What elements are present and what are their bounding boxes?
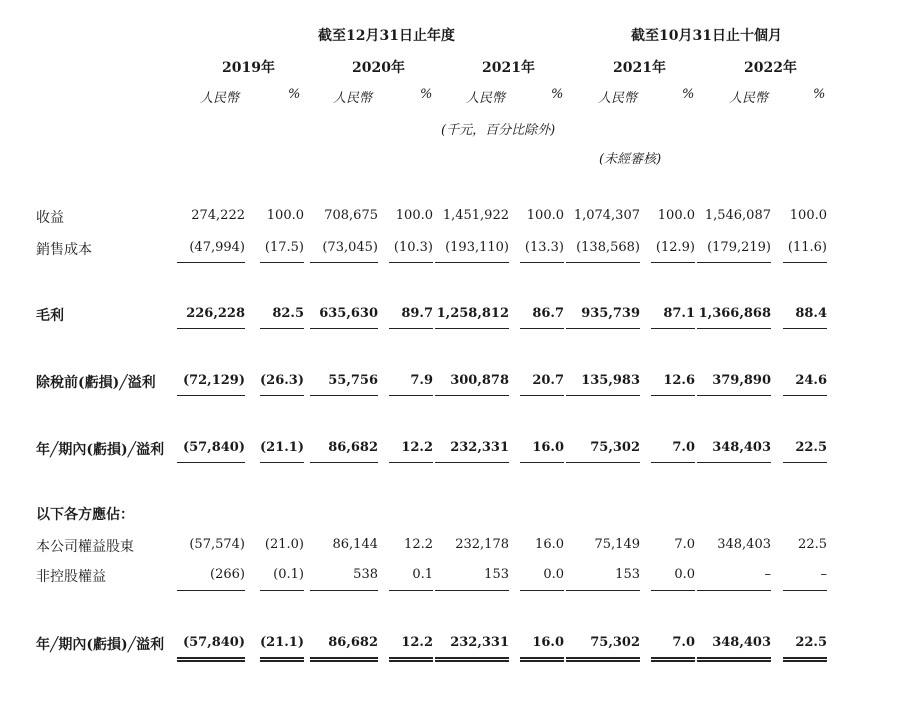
single-underline: [566, 590, 640, 591]
table-cell: (10.3): [393, 240, 433, 255]
table-cell: 708,675: [324, 208, 378, 223]
table-cell: 348,403: [712, 635, 771, 650]
single-underline: [697, 262, 771, 263]
table-cell: 86,682: [328, 440, 378, 455]
table-cell: (0.1): [273, 567, 304, 582]
table-cell: 24.6: [795, 373, 827, 388]
table-cell: 55,756: [328, 373, 378, 388]
currency-header: 人民幣: [200, 91, 240, 106]
single-underline: [177, 395, 245, 396]
table-cell: (21.1): [260, 440, 304, 455]
table-cell: 348,403: [712, 440, 771, 455]
table-cell: 86.7: [532, 306, 564, 321]
single-underline: [260, 590, 304, 591]
single-underline: [389, 262, 433, 263]
double-underline: [783, 657, 827, 662]
single-underline: [697, 590, 771, 591]
table-cell: 379,890: [712, 373, 771, 388]
table-cell: 22.5: [795, 635, 827, 650]
table-cell: (11.6): [787, 240, 827, 255]
table-cell: 100.0: [395, 208, 433, 223]
table-cell: 86,144: [332, 537, 378, 552]
single-underline: [310, 395, 378, 396]
table-cell: 232,331: [450, 440, 509, 455]
table-cell: (21.1): [260, 635, 304, 650]
group-header-ten-months: 截至10月31日止十個月: [631, 28, 782, 44]
single-underline: [520, 462, 564, 463]
table-cell: 226,228: [186, 306, 245, 321]
table-cell: 0.0: [674, 567, 695, 582]
single-underline: [520, 328, 564, 329]
table-cell: –: [764, 567, 771, 582]
unaudited-note: (未經審核): [599, 152, 662, 167]
table-cell: 12.2: [404, 537, 433, 552]
double-underline: [651, 657, 695, 662]
double-underline: [697, 657, 771, 662]
single-underline: [177, 590, 245, 591]
table-cell: (73,045): [322, 240, 378, 255]
single-underline: [435, 328, 509, 329]
table-cell: –: [820, 567, 827, 582]
table-cell: 16.0: [532, 635, 564, 650]
year-header-2021-ten-months: 2021年: [613, 60, 666, 76]
table-cell: (57,574): [189, 537, 245, 552]
year-header-2022-ten-months: 2022年: [744, 60, 797, 76]
single-underline: [520, 590, 564, 591]
single-underline: [783, 328, 827, 329]
single-underline: [651, 328, 695, 329]
table-cell: 100.0: [266, 208, 304, 223]
single-underline: [783, 590, 827, 591]
table-cell: (179,219): [707, 240, 771, 255]
percent-header: %: [420, 87, 433, 102]
table-cell: 16.0: [535, 537, 564, 552]
table-cell: (21.0): [264, 537, 304, 552]
table-cell: 7.9: [410, 373, 433, 388]
row-label-equity-shareholders: 本公司權益股東: [36, 539, 134, 555]
table-cell: 20.7: [532, 373, 564, 388]
single-underline: [389, 395, 433, 396]
year-header-2021: 2021年: [482, 60, 535, 76]
table-cell: 153: [484, 567, 509, 582]
currency-header: 人民幣: [466, 91, 506, 106]
table-cell: 22.5: [795, 440, 827, 455]
single-underline: [435, 590, 509, 591]
single-underline: [177, 262, 245, 263]
single-underline: [260, 328, 304, 329]
percent-header: %: [682, 87, 695, 102]
table-cell: 274,222: [191, 208, 245, 223]
single-underline: [783, 262, 827, 263]
table-cell: 1,451,922: [442, 208, 509, 223]
table-cell: 1,546,087: [704, 208, 771, 223]
table-cell: 100.0: [657, 208, 695, 223]
table-cell: 12.2: [401, 440, 433, 455]
single-underline: [697, 462, 771, 463]
table-cell: 232,178: [455, 537, 509, 552]
table-cell: 135,983: [581, 373, 640, 388]
single-underline: [783, 395, 827, 396]
single-underline: [566, 262, 640, 263]
single-underline: [520, 395, 564, 396]
table-cell: (138,568): [576, 240, 640, 255]
table-cell: (13.3): [524, 240, 564, 255]
double-underline: [566, 657, 640, 662]
row-label-non-controlling-interests: 非控股權益: [36, 569, 106, 585]
single-underline: [783, 462, 827, 463]
single-underline: [435, 395, 509, 396]
single-underline: [310, 328, 378, 329]
single-underline: [260, 395, 304, 396]
table-cell: (57,840): [182, 440, 245, 455]
double-underline: [435, 657, 509, 662]
single-underline: [310, 462, 378, 463]
unit-note: (千元，百分比除外): [441, 123, 556, 138]
double-underline: [260, 657, 304, 662]
table-cell: 7.0: [672, 440, 695, 455]
single-underline: [651, 462, 695, 463]
table-cell: 88.4: [795, 306, 827, 321]
single-underline: [566, 462, 640, 463]
single-underline: [566, 395, 640, 396]
table-cell: (47,994): [189, 240, 245, 255]
table-cell: 12.2: [401, 635, 433, 650]
table-cell: 1,074,307: [573, 208, 640, 223]
table-cell: (193,110): [445, 240, 509, 255]
group-header-year: 截至12月31日止年度: [318, 28, 455, 44]
double-underline: [310, 657, 378, 662]
single-underline: [389, 590, 433, 591]
single-underline: [697, 328, 771, 329]
row-label-profit-before-tax: 除稅前(虧損)╱溢利: [36, 375, 156, 391]
table-cell: 300,878: [450, 373, 509, 388]
percent-header: %: [288, 87, 301, 102]
table-cell: 12.6: [663, 373, 695, 388]
currency-header: 人民幣: [729, 91, 769, 106]
year-header-2019: 2019年: [222, 60, 275, 76]
table-cell: 100.0: [789, 208, 827, 223]
table-cell: (72,129): [182, 373, 245, 388]
table-cell: 635,630: [319, 306, 378, 321]
table-cell: 1,366,868: [698, 306, 771, 321]
table-cell: 232,331: [450, 635, 509, 650]
table-cell: 935,739: [581, 306, 640, 321]
table-cell: 22.5: [798, 537, 827, 552]
row-label-profit-for-period: 年╱期內(虧損)╱溢利: [36, 442, 165, 458]
single-underline: [435, 262, 509, 263]
row-label-gross-profit: 毛利: [36, 308, 64, 324]
table-cell: 86,682: [328, 635, 378, 650]
single-underline: [310, 262, 378, 263]
single-underline: [651, 590, 695, 591]
single-underline: [310, 590, 378, 591]
single-underline: [260, 262, 304, 263]
table-cell: (57,840): [182, 635, 245, 650]
single-underline: [177, 328, 245, 329]
table-cell: 0.1: [412, 567, 433, 582]
table-cell: (17.5): [264, 240, 304, 255]
currency-header: 人民幣: [598, 91, 638, 106]
table-cell: 7.0: [672, 635, 695, 650]
table-cell: 75,149: [594, 537, 640, 552]
table-cell: 153: [615, 567, 640, 582]
percent-header: %: [551, 87, 564, 102]
table-cell: 7.0: [674, 537, 695, 552]
single-underline: [177, 462, 245, 463]
table-cell: 89.7: [401, 306, 433, 321]
table-cell: (26.3): [260, 373, 304, 388]
table-cell: 82.5: [272, 306, 304, 321]
double-underline: [177, 657, 245, 662]
table-cell: 0.0: [543, 567, 564, 582]
table-cell: (12.9): [655, 240, 695, 255]
table-cell: 1,258,812: [436, 306, 509, 321]
year-header-2020: 2020年: [352, 60, 405, 76]
table-cell: 87.1: [663, 306, 695, 321]
double-underline: [389, 657, 433, 662]
row-label-cost-of-sales: 銷售成本: [36, 242, 92, 258]
single-underline: [435, 462, 509, 463]
single-underline: [566, 328, 640, 329]
percent-header: %: [813, 87, 826, 102]
single-underline: [389, 328, 433, 329]
single-underline: [260, 462, 304, 463]
table-cell: 75,302: [590, 635, 640, 650]
single-underline: [389, 462, 433, 463]
single-underline: [651, 395, 695, 396]
table-cell: (266): [210, 567, 245, 582]
row-label-revenue: 收益: [36, 210, 64, 226]
table-cell: 538: [353, 567, 378, 582]
table-cell: 348,403: [717, 537, 771, 552]
single-underline: [697, 395, 771, 396]
table-cell: 16.0: [532, 440, 564, 455]
currency-header: 人民幣: [333, 91, 373, 106]
row-label-profit-for-period-total: 年╱期內(虧損)╱溢利: [36, 637, 165, 653]
table-cell: 100.0: [526, 208, 564, 223]
row-label-attributable-to: 以下各方應佔：: [36, 507, 134, 523]
single-underline: [651, 262, 695, 263]
single-underline: [520, 262, 564, 263]
table-cell: 75,302: [590, 440, 640, 455]
double-underline: [520, 657, 564, 662]
